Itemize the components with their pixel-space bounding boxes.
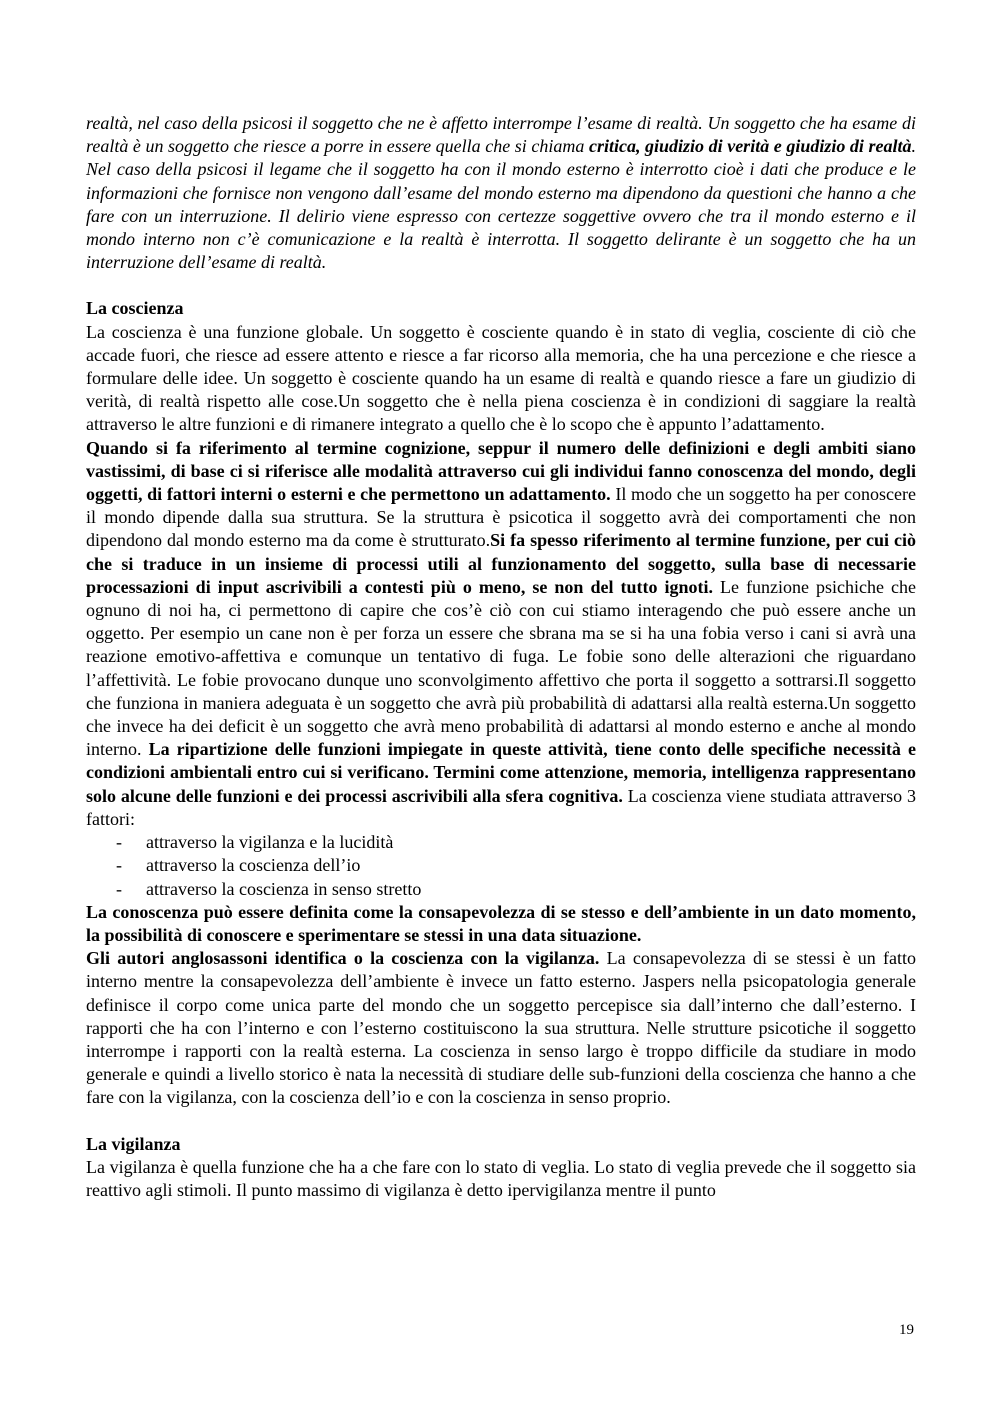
list-marker: - <box>116 832 122 853</box>
list-marker: - <box>116 855 122 876</box>
intro-text-1: realtà, nel caso della psicosi il soggetto che ne è affetto interrompe l’esame di realtà. Un soggetto che ha esame di realtà è un soggetto che riesce a porre in essere quella che si chiama <box>86 113 916 157</box>
conoscenza-definition <box>86 901 916 947</box>
jaspers-text: La consapevolezza di se stessi è un fatto interno mentre la consapevolezza dell’ambiente è invece un fatto esterno. Jaspers nella psicopatologia generale definisce il corpo come unica parte del mondo che un soggetto percepisce sia dall’interno che dall’esterno. I rapporti che ha con l’interno e con l’esterno costituiscono la sua struttura. Nelle strutture psicotiche il soggetto interrompe i rapporti con la realtà esterna. La coscienza in senso largo è troppo difficile da studiare in modo generale e quindi a livello storico è nata la necessità di studiare delle sub-funzioni della coscienza che hanno a che fare con la vigilanza, con la coscienza dell’io e con la coscienza in senso proprio. <box>86 948 917 1108</box>
list-item-text: attraverso la coscienza dell’io <box>146 855 361 876</box>
coscienza-paragraph-2 <box>86 437 916 831</box>
autori-bold: Gli autori anglosassoni identifica o la coscienza con la vigilanza. <box>86 948 600 969</box>
page-content <box>86 112 916 1202</box>
struttura-text: Il modo che un soggetto ha per conoscere il mondo dipende dalla sua struttura. Se la struttura è psicotica il soggetto avrà dei comportamenti che non dipendono dal mondo esterno ma da come è strutturato. <box>86 484 916 551</box>
spacer <box>86 274 916 297</box>
intro-bold-1: critica, giudizio di verità e giudizio di realtà <box>588 136 912 157</box>
intro-paragraph <box>86 112 916 274</box>
fattori-list <box>86 831 916 901</box>
intro-text-2: . Nel caso della psicosi il legame che il soggetto ha con il mondo esterno è interrotto cioè i dati che produce e le informazioni che fornisce non vengono dall’esame del mondo esterno ma dipendono da questioni che hanno a che fare con un interruzione. Il delirio viene espresso con certezze soggettive ovvero che tra il mondo esterno e il mondo interno non c’è comunicazione e la realtà è interrotta. Il soggetto delirante è un soggetto che ha un interruzione dell’esame di realtà. <box>86 136 917 273</box>
cognizione-bold: Quando si fa riferimento al termine cognizione, seppur il numero delle definizioni e degli ambiti siano vastissimi, di base ci si riferisce alle modalità attraverso cui gli individui fanno conoscenza del mondo, degli oggetti, di fattori interni o esterni e che permettono un adattamento. <box>86 437 916 505</box>
fattori-text: La coscienza viene studiata attraverso 3 fattori: <box>86 785 916 829</box>
list-item-text: attraverso la vigilanza e la lucidità <box>146 832 394 853</box>
list-marker: - <box>116 878 122 899</box>
coscienza-paragraph-1: La coscienza è una funzione globale. Un soggetto è cosciente quando è in stato di veglia, cosciente di ciò che accade fuori, che riesce ad essere attento e riesce a far ricorso alla memoria, che ha una percezione e che riesce a formulare delle idee. Un soggetto è cosciente quando ha un esame di realtà e quando riesce a fare un giudizio di verità, di realtà rispetto alle cose.Un soggetto che è nella piena coscienza è in condizioni di saggiare la realtà attraverso le altre funzioni e di rimanere integrato a quello che è lo scopo che è appunto l’adattamento. <box>86 321 916 435</box>
funzione-bold: Si fa spesso riferimento al termine funzione, per cui ciò che si traduce in un insieme di processi utili al funzionamento del soggetto, sulla base di necessarie processazioni di input ascrivibili a contesti più o meno, se non del tutto ignoti. <box>86 530 916 597</box>
page-number: 19 <box>899 1322 914 1338</box>
list-item-text: attraverso la coscienza in senso stretto <box>146 878 422 899</box>
vigilanza-paragraph-1: La vigilanza è quella funzione che ha a che fare con lo stato di veglia. Lo stato di veglia prevede che il soggetto sia reattivo agli stimoli. Il punto massimo di vigilanza è detto ipervigilanza mentre il punto <box>86 1156 916 1200</box>
funzioni-psichiche-text: Le funzione psichiche che ognuno di noi ha, ci permettono di capire che cos’è ciò con cui stiamo interagendo che può essere anche un oggetto. Per esempio un cane non è per forza un essere che sbrana ma se si ha una fobia verso i cani si avrà una reazione emotivo-affettiva e comunque un tentativo di fuga. Le fobie sono delle alterazioni che riguardano l’affettività. Le fobie provocano dunque uno sconvolgimento affettivo che porta il soggetto a sottrarsi.Il soggetto che funziona in maniera adeguata è un soggetto che avrà più probabilità di adattarsi alla realtà esterna.Un soggetto che invece ha dei deficit è un soggetto che avrà meno probabilità di adattarsi al mondo esterno e anche al mondo interno. <box>86 576 916 760</box>
list-item <box>86 854 916 877</box>
list-item <box>86 878 916 901</box>
section-heading-coscienza: La coscienza <box>86 298 184 319</box>
spacer <box>86 1110 916 1133</box>
conoscenza-bold: La conoscenza può essere definita come la consapevolezza di se stesso e dell’ambiente in un dato momento, la possibilità di conoscere e sperimentare se stessi in una data situazione. <box>86 901 916 945</box>
ripartizione-bold: La ripartizione delle funzioni impiegate in queste attività, tiene conto delle specifiche necessità e condizioni ambientali entro cui si verificano. Termini come attenzione, memoria, intelligenza rappresentano solo alcune delle funzioni e dei processi ascrivibili alla sfera cognitiva. <box>86 739 916 806</box>
section-heading-vigilanza: La vigilanza <box>86 1133 181 1154</box>
coscienza-paragraph-4 <box>86 947 916 1109</box>
list-item <box>86 831 916 854</box>
